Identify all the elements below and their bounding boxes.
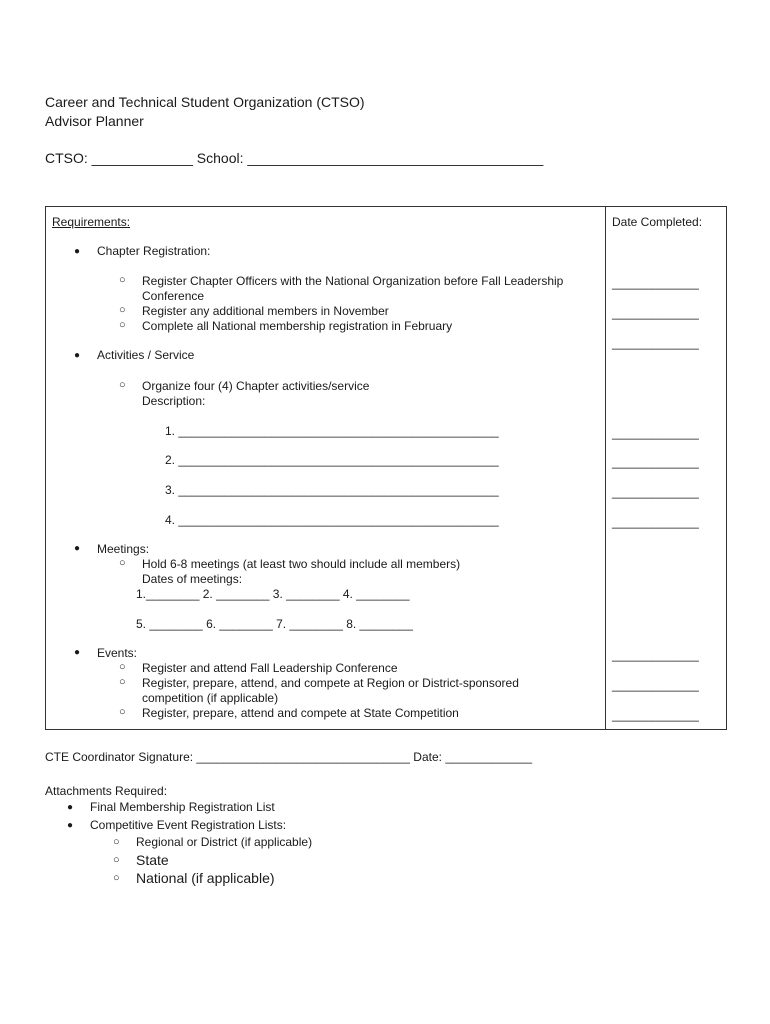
activity-line[interactable]: 4. ________________________________________________ [165, 513, 499, 527]
requirements-heading: Requirements: [52, 215, 131, 229]
date-blank[interactable]: _____________ [612, 678, 699, 692]
circle-bullet-icon: ○ [113, 872, 120, 884]
activity-line[interactable]: 1. ________________________________________________ [165, 424, 499, 438]
list-item: Register and attend Fall Leadership Conference [142, 661, 398, 675]
dates-of-meetings-label: Dates of meetings: [142, 572, 243, 586]
attachment-subitem: State [136, 852, 169, 868]
attachment-item: Final Membership Registration List [90, 800, 275, 814]
chapter-registration-label: Chapter Registration: [97, 244, 211, 258]
date-blank[interactable]: _____________ [612, 455, 699, 469]
circle-bullet-icon: ○ [119, 274, 126, 286]
meeting-dates-row[interactable]: 1.________ 2. ________ 3. ________ 4. ________ [136, 587, 410, 601]
date-blank[interactable]: _____________ [612, 336, 699, 350]
meeting-dates-row[interactable]: 5. ________ 6. ________ 7. ________ 8. ________ [136, 617, 413, 631]
circle-bullet-icon: ○ [113, 836, 120, 848]
circle-bullet-icon: ○ [119, 706, 126, 718]
list-item: Register Chapter Officers with the National Organization before Fall Leadership [142, 274, 564, 288]
attachments-heading: Attachments Required: [45, 784, 168, 798]
bullet-icon: ● [67, 802, 74, 813]
activity-line[interactable]: 2. ________________________________________________ [165, 453, 499, 467]
circle-bullet-icon: ○ [119, 557, 126, 569]
page-title: Career and Technical Student Organization (CTSO) [45, 94, 365, 110]
circle-bullet-icon: ○ [113, 854, 120, 866]
attachment-subitem: National (if applicable) [136, 870, 275, 886]
date-blank[interactable]: _____________ [612, 515, 699, 529]
list-item: Complete all National membership registration in February [142, 319, 453, 333]
circle-bullet-icon: ○ [119, 379, 126, 391]
circle-bullet-icon: ○ [119, 304, 126, 316]
list-item: Conference [142, 289, 205, 303]
date-blank[interactable]: _____________ [612, 485, 699, 499]
bullet-icon: ● [74, 350, 81, 361]
bullet-icon: ● [67, 820, 74, 831]
description-label: Description: [142, 394, 206, 408]
date-completed-heading: Date Completed: [612, 215, 703, 229]
bullet-icon: ● [74, 543, 81, 554]
list-item: Register, prepare, attend and compete at State Competition [142, 706, 459, 720]
meetings-label: Meetings: [97, 542, 150, 556]
date-blank[interactable]: _____________ [612, 708, 699, 722]
activity-line[interactable]: 3. ________________________________________________ [165, 483, 499, 497]
list-item: Register any additional members in November [142, 304, 389, 318]
circle-bullet-icon: ○ [119, 676, 126, 688]
events-label: Events: [97, 646, 138, 660]
bullet-icon: ● [74, 246, 81, 257]
date-blank[interactable]: _____________ [612, 426, 699, 440]
circle-bullet-icon: ○ [119, 319, 126, 331]
attachment-item: Competitive Event Registration Lists: [90, 818, 287, 832]
activities-label: Activities / Service [97, 348, 195, 362]
attachment-subitem: Regional or District (if applicable) [136, 835, 313, 849]
list-item: Organize four (4) Chapter activities/service [142, 379, 370, 393]
ctso-school-line[interactable]: CTSO: _____________ School: ______________________________________ [45, 150, 544, 166]
coordinator-signature-line[interactable]: CTE Coordinator Signature: ________________________________ Date: _____________ [45, 750, 533, 764]
bullet-icon: ● [74, 647, 81, 658]
table-column-divider [605, 206, 606, 730]
date-blank[interactable]: _____________ [612, 276, 699, 290]
list-item: Register, prepare, attend, and compete at Region or District-sponsored [142, 676, 519, 690]
page-subtitle: Advisor Planner [45, 113, 144, 129]
list-item: competition (if applicable) [142, 691, 279, 705]
date-blank[interactable]: _____________ [612, 306, 699, 320]
circle-bullet-icon: ○ [119, 661, 126, 673]
date-blank[interactable]: _____________ [612, 648, 699, 662]
list-item: Hold 6-8 meetings (at least two should include all members) [142, 557, 461, 571]
